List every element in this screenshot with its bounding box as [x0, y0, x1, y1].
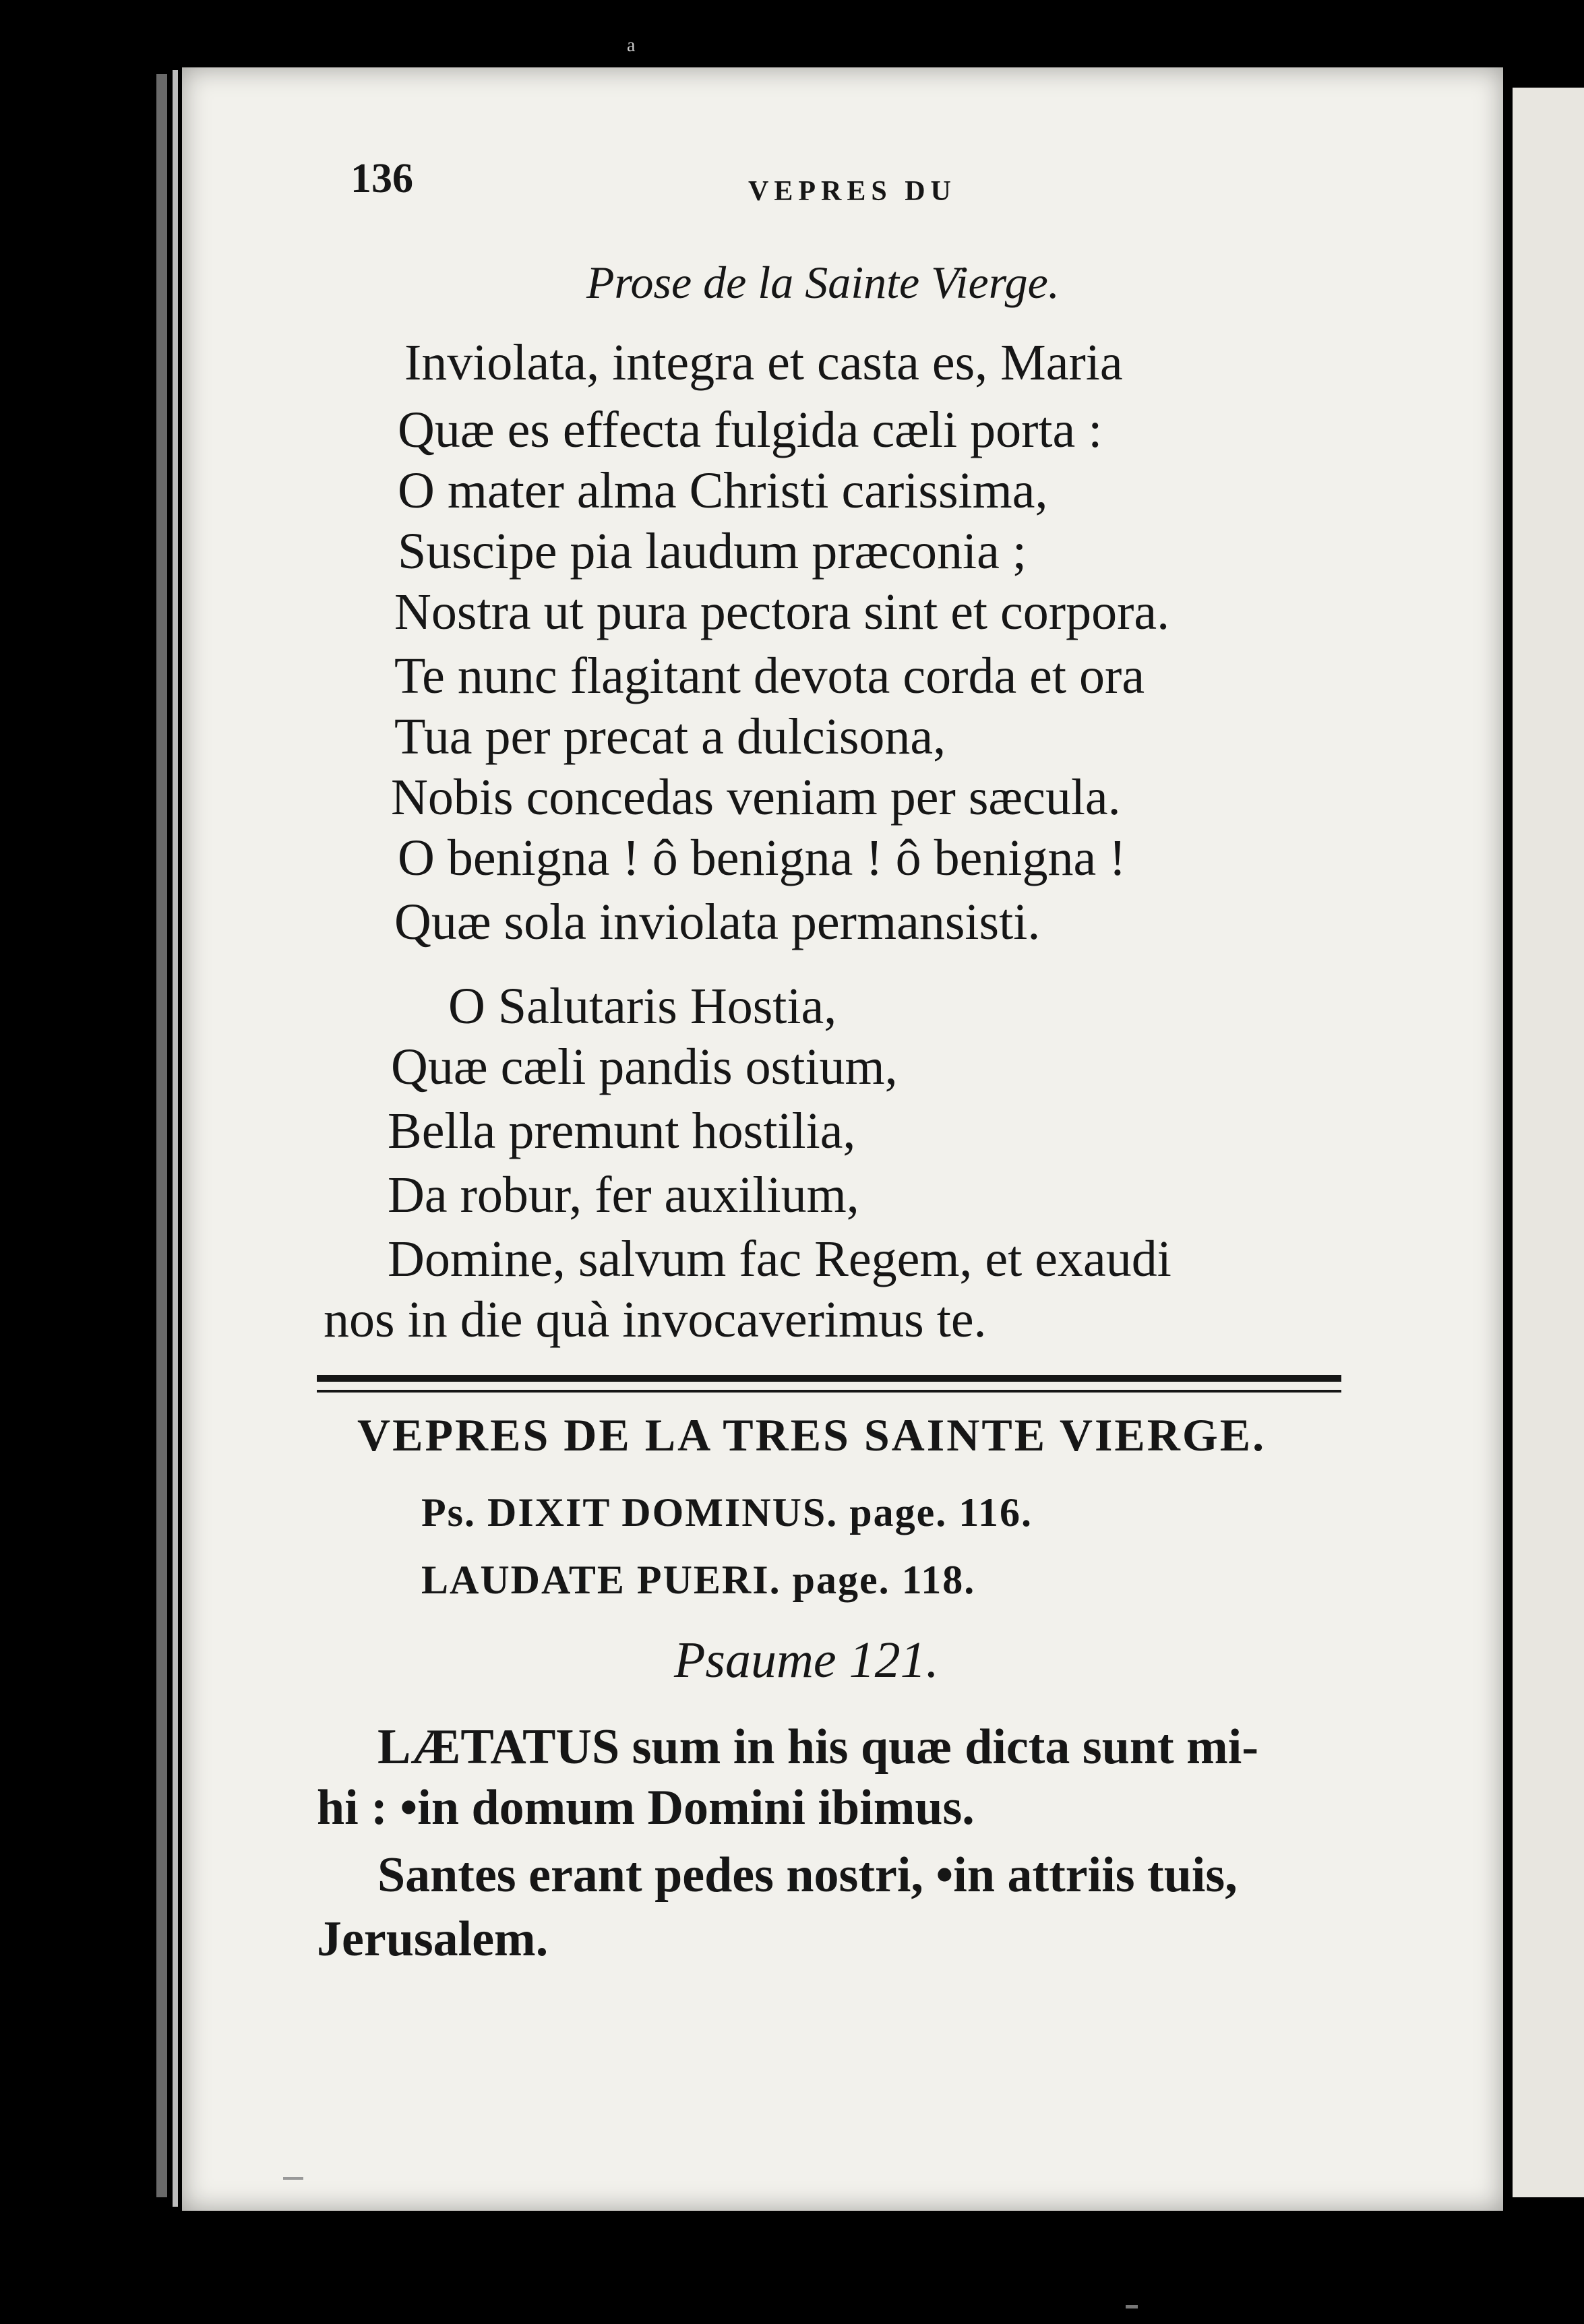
hymn-line: O Salutaris Hostia,	[448, 978, 837, 1035]
section-rule-thin	[317, 1390, 1341, 1393]
psalm-line: LÆTATUS sum in his quæ dicta sunt mi-	[377, 1719, 1258, 1775]
prose-line: Tua per precat a dulcisona,	[394, 708, 946, 765]
prose-title: Prose de la Sainte Vierge.	[586, 257, 1060, 308]
section-rule-thick	[317, 1375, 1341, 1382]
running-title: VEPRES DU	[748, 176, 956, 207]
hymn-line: Da robur, fer auxilium,	[388, 1167, 859, 1223]
section-title: VEPRES DE LA TRES SAINTE VIERGE.	[357, 1409, 1267, 1461]
facing-page-edge	[1513, 88, 1584, 2197]
scan-speck	[1126, 2305, 1138, 2308]
psalm-line: Santes erant pedes nostri, •in attriis tuis,	[377, 1847, 1238, 1903]
prose-line: Nobis concedas veniam per sæcula.	[391, 769, 1121, 826]
hymn-line: nos in die quà invocaverimus te.	[324, 1291, 987, 1348]
page-binding-edge-light	[173, 70, 178, 2207]
psalm-reference: LAUDATE PUERI. page. 118.	[421, 1558, 976, 1602]
scan-speck	[283, 2177, 303, 2180]
prose-line: Inviolata, integra et casta es, Maria	[404, 334, 1123, 391]
prose-line: O mater alma Christi carissima,	[398, 462, 1048, 519]
scan-mark: a	[627, 35, 636, 56]
psalm-reference: Ps. DIXIT DOMINUS. page. 116.	[421, 1490, 1033, 1535]
page-binding-edge	[156, 74, 167, 2197]
page-number: 136	[351, 156, 413, 202]
hymn-line: Domine, salvum fac Regem, et exaudi	[388, 1231, 1171, 1287]
prose-line: Quæ es effecta fulgida cæli porta :	[398, 402, 1103, 458]
prose-line: Suscipe pia laudum præconia ;	[398, 523, 1027, 580]
prose-line: Quæ sola inviolata permansisti.	[394, 894, 1041, 950]
psalm-title: Psaume 121.	[674, 1632, 939, 1688]
prose-line: Te nunc flagitant devota corda et ora	[394, 648, 1145, 704]
hymn-line: Quæ cæli pandis ostium,	[391, 1039, 898, 1095]
prose-line: Nostra ut pura pectora sint et corpora.	[394, 584, 1170, 640]
psalm-line: Jerusalem.	[317, 1912, 549, 1967]
psalm-line: hi : •in domum Domini ibimus.	[317, 1780, 975, 1835]
prose-line: O benigna ! ô benigna ! ô benigna !	[398, 830, 1126, 886]
hymn-line: Bella premunt hostilia,	[388, 1103, 856, 1159]
